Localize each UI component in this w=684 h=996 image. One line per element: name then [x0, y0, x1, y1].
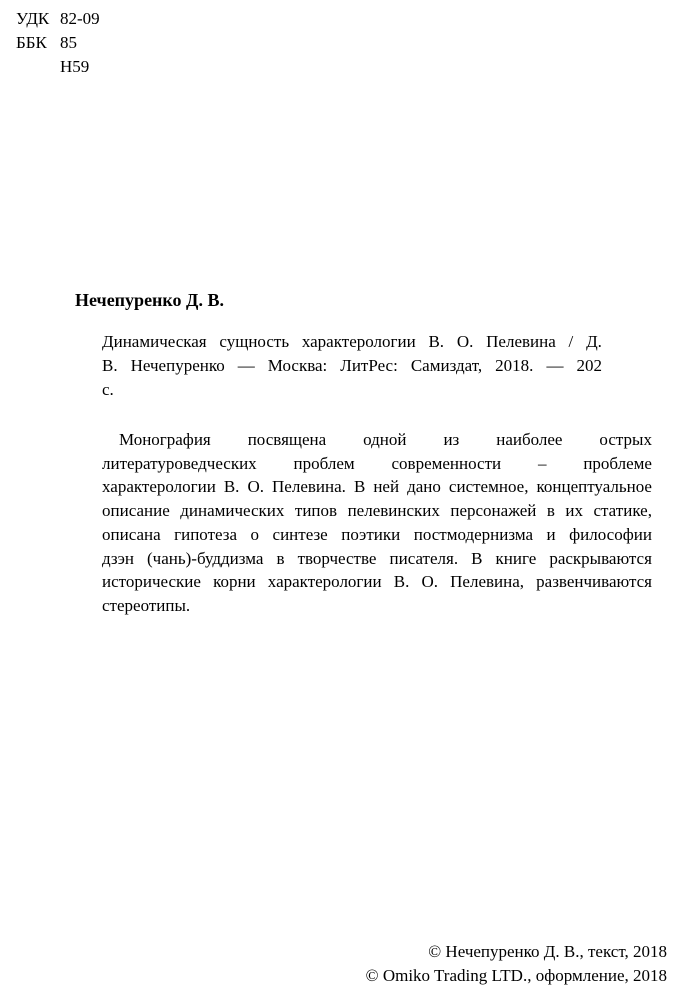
word: в — [546, 501, 555, 521]
word: о — [250, 524, 260, 544]
abstract-line — [102, 428, 652, 452]
copyright-design-line: © Omiko Trading LTD., оформление, 2018 — [365, 966, 667, 985]
udc-label: УДК — [16, 9, 50, 28]
word: О. — [247, 477, 264, 497]
word: современности — [391, 453, 502, 473]
word: постмодернизма — [413, 524, 534, 544]
word: В — [471, 548, 483, 568]
author-mark-row — [16, 55, 120, 79]
biblio-line-1 — [102, 330, 602, 354]
word: посвящена — [247, 430, 327, 449]
word: О. — [456, 332, 474, 351]
abstract-line-last: стереотипы. — [102, 595, 191, 615]
word: пелевинских — [347, 501, 440, 521]
word: – — [537, 453, 547, 473]
udc-code-row — [16, 7, 120, 31]
word: 2018. — [495, 356, 534, 375]
bbk-code-row — [16, 31, 120, 55]
word: проблем — [293, 453, 355, 473]
word: сущность — [219, 332, 290, 351]
word: (чань)-буддизма — [147, 548, 264, 568]
author-heading: Нечепуренко Д. В. — [75, 290, 224, 310]
word: корни — [213, 572, 256, 592]
abstract-line — [102, 547, 652, 571]
word: — — [546, 356, 564, 375]
word: синтезе — [272, 524, 328, 544]
word: В. — [102, 356, 118, 375]
biblio-line-3: с. — [102, 380, 114, 399]
word: персонажей — [450, 501, 537, 521]
word: их — [565, 501, 583, 521]
word: Д. — [586, 332, 602, 351]
word: Пелевина. — [272, 477, 346, 497]
bibliographic-description — [102, 330, 602, 402]
word: Нечепуренко — [130, 356, 225, 375]
word: дано — [407, 477, 441, 497]
word: статике, — [593, 501, 652, 521]
author-mark-label — [16, 55, 60, 79]
word: и — [546, 524, 556, 544]
word: развенчиваются — [536, 572, 652, 592]
word: характерологии — [102, 477, 216, 497]
word: В. — [393, 572, 410, 592]
word: книге — [495, 548, 537, 568]
word: ней — [373, 477, 400, 497]
word: проблеме — [583, 453, 652, 473]
word: поэтики — [341, 524, 401, 544]
classification-codes — [16, 7, 120, 79]
word: раскрываются — [549, 548, 652, 568]
word: Монография — [119, 430, 211, 449]
abstract-line — [102, 570, 652, 594]
word: острых — [599, 430, 652, 449]
word: / — [568, 332, 574, 351]
word: Пелевина, — [450, 572, 525, 592]
bbk-value: 85 — [60, 33, 77, 52]
word: в — [276, 548, 285, 568]
word: писателя. — [389, 548, 459, 568]
word: характерологии — [301, 332, 416, 351]
udc-value: 82-09 — [60, 9, 100, 28]
abstract-line — [102, 475, 652, 499]
abstract-line — [102, 523, 652, 547]
word: Динамическая — [102, 332, 207, 351]
word: В — [353, 477, 366, 497]
word: Москва: — [267, 356, 328, 375]
word: О. — [421, 572, 439, 592]
word: концептуальное — [536, 477, 652, 497]
word: одной — [363, 430, 407, 449]
word: творчестве — [297, 548, 377, 568]
abstract-line — [102, 499, 652, 523]
word: исторические — [102, 572, 201, 592]
word: из — [443, 430, 460, 449]
word: системное, — [448, 477, 529, 497]
word: — — [237, 356, 255, 375]
word: В. — [428, 332, 445, 351]
word: литературоведческих — [102, 453, 257, 473]
copyright-text-line: © Нечепуренко Д. В., текст, 2018 — [428, 942, 667, 961]
abstract-paragraph — [102, 428, 652, 618]
word: ЛитРес: — [340, 356, 398, 375]
word: гипотеза — [174, 524, 238, 544]
word: характерологии — [267, 572, 382, 592]
bbk-label: ББК — [16, 33, 47, 52]
author-mark-value: Н59 — [60, 57, 90, 76]
word: типов — [294, 501, 338, 521]
word: наиболее — [496, 430, 563, 449]
abstract-line — [102, 452, 652, 476]
copyright-block — [366, 940, 667, 988]
word: Самиздат, — [410, 356, 483, 375]
word: описана — [102, 524, 161, 544]
word: В. — [223, 477, 240, 497]
word: дзэн — [102, 548, 134, 568]
biblio-line-2 — [102, 354, 602, 378]
word: философии — [569, 524, 652, 544]
word: Пелевина — [486, 332, 556, 351]
word: динамических — [180, 501, 285, 521]
word: 202 — [576, 356, 602, 375]
word: описание — [102, 501, 170, 521]
